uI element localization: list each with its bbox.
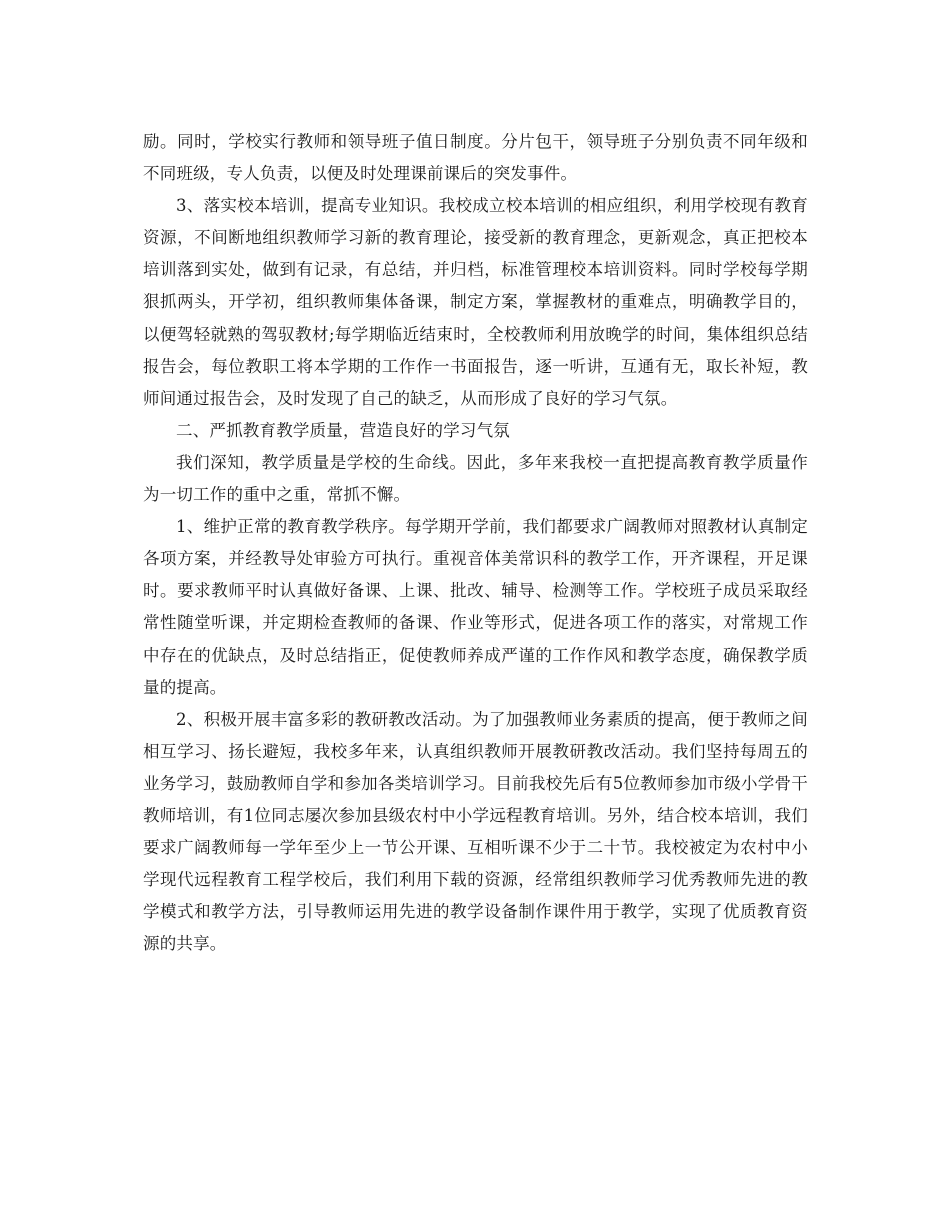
paragraph-school-training: 3、落实校本培训，提高专业知识。我校成立校本培训的相应组织，利用学校现有教育资源，不间断地组织教师学习新的教育理论，接受新的教育理念，更新观念，真正把校本培训落到实处，做到有记录，有总结，并归档，标准管理校本培训资料。同时学校每学期狠抓两头，开学初，组织教师集体备课，制定方案，掌握教材的重难点，明确教学目的，以便驾轻就熟的驾驭教材;每学期临近结束时，全校教师利用放晚学的时间，集体组织总结报告会，每位教职工将本学期的工作作一书面报告，逐一听讲，互通有无，取长补短，教师间通过报告会，及时发现了自己的缺乏，从而形成了良好的学习气氛。 <box>143 196 808 408</box>
paragraph-teaching-quality-intro: 我们深知，教学质量是学校的生命线。因此，多年来我校一直把提高教育教学质量作为一切工作的重中之重，常抓不懈。 <box>143 452 808 505</box>
document-body <box>143 126 808 960</box>
paragraph-teaching-order: 1、维护正常的教育教学秩序。每学期开学前，我们都要求广阔教师对照教材认真制定各项方案，并经教导处审验方可执行。重视音体美常识科的教学工作，开齐课程，开足课时。要求教师平时认真做好备课、上课、批改、辅导、检测等工作。学校班子成员采取经常性随堂听课，并定期检查教师的备课、作业等形式，促进各项工作的落实，对常规工作中存在的优缺点，及时总结指正，促使教师养成严谨的工作作风和教学态度，确保教学质量的提高。 <box>143 517 808 697</box>
paragraph-continuation: 励。同时，学校实行教师和领导班子值日制度。分片包干，领导班子分别负责不同年级和不同班级，专人负责，以便及时处理课前课后的突发事件。 <box>143 132 808 184</box>
paragraph-teaching-research: 2、积极开展丰富多彩的教研教改活动。为了加强教师业务素质的提高，便于教师之间相互学习、扬长避短，我校多年来，认真组织教师开展教研教改活动。我们坚持每周五的业务学习，鼓励教师自学和参加各类培训学习。目前我校先后有5位教师参加市级小学骨干教师培训，有1位同志屡次参加县级农村中小学远程教育培训。另外，结合校本培训，我们要求广阔教师每一学年至少上一节公开课、互相听课不少于二十节。我校被定为农村中小学现代远程教育工程学校后，我们利用下载的资源，经常组织教师学习优秀教师先进的教学模式和教学方法，引导教师运用先进的教学设备制作课件用于教学，实现了优质教育资源的共享。 <box>143 709 808 954</box>
section-heading-teaching-quality: 二、严抓教育教学质量，营造良好的学习气氛 <box>176 420 510 440</box>
